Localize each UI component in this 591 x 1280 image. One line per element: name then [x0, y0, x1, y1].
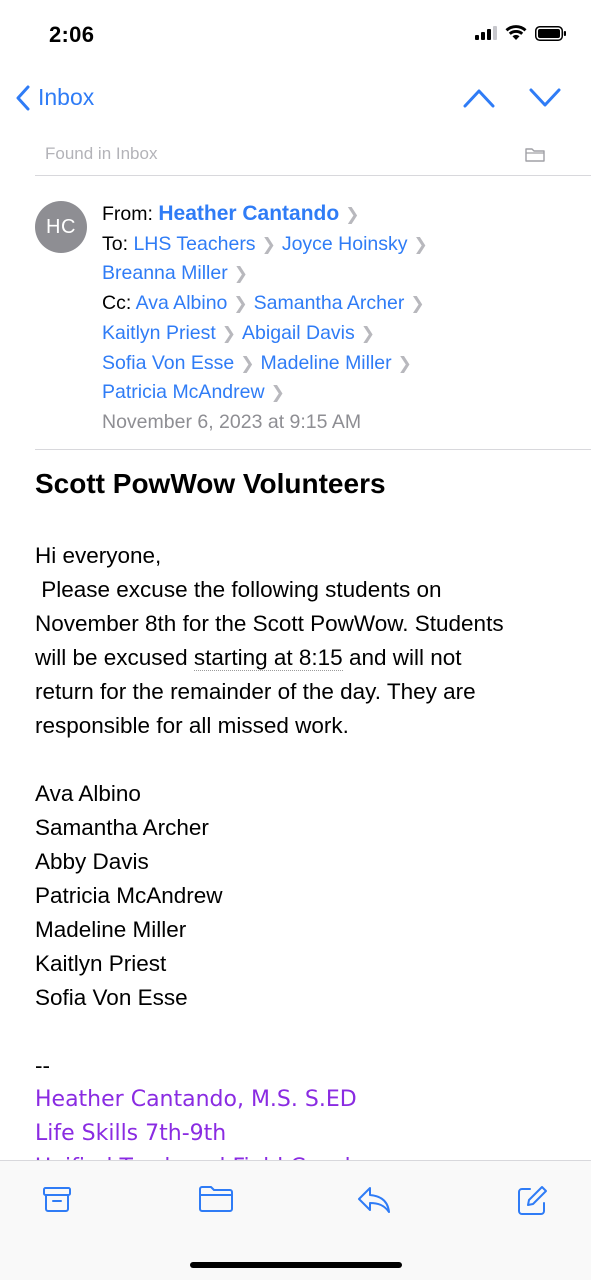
- address-block: [102, 200, 582, 437]
- chevron-right-icon: ❯: [397, 353, 412, 373]
- chevron-right-icon: ❯: [261, 234, 276, 254]
- back-label: Inbox: [38, 84, 95, 110]
- body-text: will be excused: [35, 645, 194, 670]
- cc-line-continued: [102, 349, 582, 379]
- next-message-button[interactable]: [529, 88, 561, 113]
- chevron-right-icon: ❯: [240, 353, 255, 373]
- cc-chip[interactable]: Madeline Miller: [260, 351, 392, 374]
- from-label: From:: [102, 203, 153, 225]
- avatar[interactable]: HC: [35, 201, 87, 253]
- status-time: 2:06: [49, 22, 95, 47]
- body-text: and will not: [342, 645, 462, 670]
- previous-message-button[interactable]: [463, 88, 495, 113]
- cc-chip[interactable]: Ava Albino: [135, 292, 228, 315]
- cc-chip[interactable]: Sofia Von Esse: [102, 351, 235, 374]
- cc-chip[interactable]: Samantha Archer: [253, 292, 405, 315]
- cc-chip[interactable]: Kaitlyn Priest: [102, 321, 216, 344]
- message-body: [35, 539, 565, 1185]
- body-line: [35, 641, 565, 675]
- found-in-bar: [35, 132, 591, 176]
- signature-line: Life Skills 7th-9th: [35, 1121, 227, 1146]
- student-name: Ava Albino: [35, 781, 141, 806]
- chevron-right-icon: ❯: [360, 323, 376, 343]
- message-subject: Scott PowWow Volunteers: [35, 468, 386, 499]
- chevron-right-icon: ❯: [410, 294, 425, 314]
- student-name: Madeline Miller: [35, 917, 187, 942]
- reply-icon: [356, 1185, 392, 1215]
- chevron-right-icon: ❯: [270, 383, 285, 403]
- cc-line-continued: [102, 378, 582, 408]
- chevron-down-icon: [529, 88, 561, 108]
- compose-icon: [516, 1185, 548, 1217]
- chevron-right-icon: ❯: [413, 234, 428, 254]
- cc-label: Cc:: [102, 292, 132, 315]
- to-line: [102, 230, 582, 260]
- chevron-right-icon: ❯: [233, 294, 248, 314]
- folder-icon[interactable]: [525, 146, 545, 167]
- battery-icon: [535, 26, 567, 46]
- spacer: [35, 1015, 565, 1049]
- to-line-continued: [102, 259, 582, 289]
- student-name: Samantha Archer: [35, 815, 209, 840]
- signature-separator: --: [35, 1053, 50, 1078]
- chevron-right-icon: ❯: [221, 323, 237, 343]
- from-line: [102, 200, 582, 230]
- cc-chip[interactable]: Patricia McAndrew: [102, 381, 265, 404]
- sender-name[interactable]: Heather Cantando: [158, 202, 340, 225]
- body-line: November 8th for the Scott PowWow. Students: [35, 611, 504, 636]
- cc-chip[interactable]: Abigail Davis: [242, 321, 355, 344]
- nav-bar: [0, 72, 591, 128]
- recipient-chip[interactable]: Joyce Hoinsky: [281, 232, 408, 255]
- student-name: Abby Davis: [35, 849, 149, 874]
- cellular-signal-icon: [475, 26, 497, 45]
- message-date: November 6, 2023 at 9:15 AM: [102, 410, 362, 433]
- chevron-left-icon: [16, 85, 30, 111]
- body-line: responsible for all missed work.: [35, 713, 349, 738]
- home-indicator[interactable]: [190, 1262, 402, 1268]
- chevron-right-icon: ❯: [233, 264, 248, 284]
- back-button[interactable]: [16, 84, 94, 111]
- student-name: Kaitlyn Priest: [35, 951, 167, 976]
- cc-line: [102, 289, 582, 319]
- move-to-folder-button[interactable]: [198, 1185, 234, 1218]
- recipient-chip[interactable]: LHS Teachers: [133, 232, 256, 255]
- status-bar: [0, 0, 591, 70]
- message-navigation: [463, 88, 561, 113]
- archive-icon: [42, 1185, 72, 1213]
- spacer: [35, 743, 565, 777]
- chevron-right-icon: ❯: [345, 205, 360, 224]
- chevron-up-icon: [463, 88, 495, 108]
- body-line: return for the remainder of the day. They are: [35, 679, 476, 704]
- recipient-chip[interactable]: Breanna Miller: [102, 262, 228, 285]
- reply-button[interactable]: [356, 1185, 392, 1220]
- student-name: Patricia McAndrew: [35, 883, 223, 908]
- signature-line: Heather Cantando, M.S. S.ED: [35, 1087, 357, 1112]
- compose-button[interactable]: [516, 1185, 548, 1222]
- greeting: Hi everyone,: [35, 543, 162, 568]
- student-name: Sofia Von Esse: [35, 985, 188, 1010]
- archive-button[interactable]: [42, 1185, 72, 1218]
- detected-time-link[interactable]: starting at 8:15: [193, 645, 343, 670]
- to-label: To:: [102, 232, 129, 255]
- wifi-icon: [505, 25, 527, 46]
- cc-line-continued: [102, 319, 582, 349]
- found-in-label: Found in Inbox: [45, 144, 158, 163]
- body-line: Please excuse the following students on: [35, 577, 442, 602]
- folder-icon: [198, 1185, 234, 1213]
- message-header: [35, 176, 591, 450]
- status-icons: [475, 25, 567, 46]
